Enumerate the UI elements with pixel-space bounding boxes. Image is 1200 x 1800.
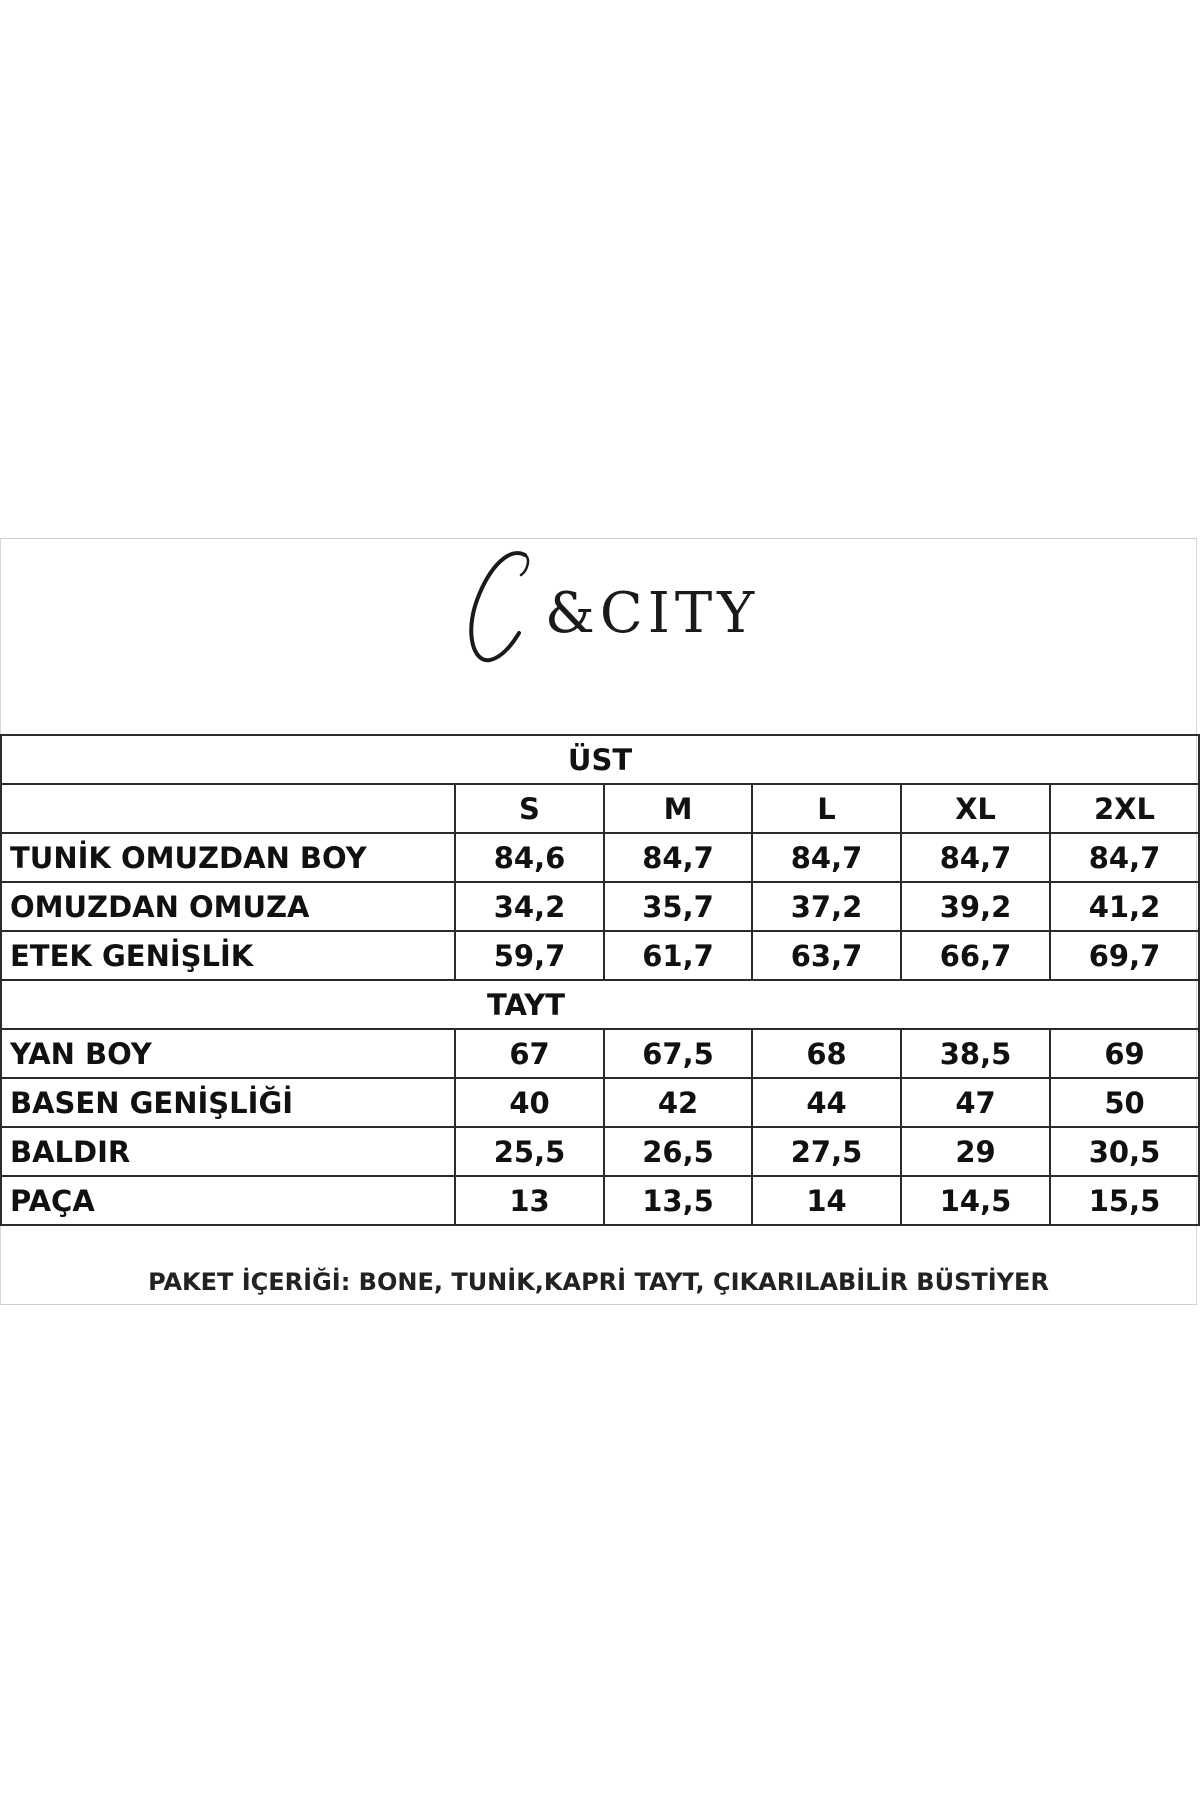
table-cell: 29	[901, 1127, 1050, 1176]
row-label: TUNİK OMUZDAN BOY	[1, 833, 455, 882]
size-header-s: S	[455, 784, 604, 833]
section-empty-cell	[1050, 980, 1199, 1029]
table-cell: 13,5	[604, 1176, 752, 1225]
table-cell: 13	[455, 1176, 604, 1225]
brand-logo-swash	[455, 545, 545, 675]
table-row	[1, 931, 1199, 980]
table-row	[1, 833, 1199, 882]
size-header-2xl: 2XL	[1050, 784, 1199, 833]
package-contents-note: PAKET İÇERİĞİ: BONE, TUNİK,KAPRİ TAYT, ÇIKARILABİLİR BÜSTİYER	[148, 1268, 1049, 1296]
table-row	[1, 1176, 1199, 1225]
size-header-m: M	[604, 784, 752, 833]
table-cell: 26,5	[604, 1127, 752, 1176]
table-cell: 14	[752, 1176, 901, 1225]
table-cell: 40	[455, 1078, 604, 1127]
table-cell: 84,7	[1050, 833, 1199, 882]
size-table	[0, 734, 1200, 1226]
table-row	[1, 1127, 1199, 1176]
table-cell: 67,5	[604, 1029, 752, 1078]
header-empty-cell	[1, 784, 455, 833]
table-cell: 69	[1050, 1029, 1199, 1078]
table-cell: 67	[455, 1029, 604, 1078]
section-row-top	[1, 735, 1199, 784]
table-cell: 84,7	[901, 833, 1050, 882]
section-title-top: ÜST	[1, 735, 1199, 784]
table-cell: 27,5	[752, 1127, 901, 1176]
table-cell: 44	[752, 1078, 901, 1127]
row-label: BALDIR	[1, 1127, 455, 1176]
table-cell: 25,5	[455, 1127, 604, 1176]
table-cell: 47	[901, 1078, 1050, 1127]
row-label: YAN BOY	[1, 1029, 455, 1078]
table-cell: 61,7	[604, 931, 752, 980]
section-row-bottom	[1, 980, 1199, 1029]
size-header-l: L	[752, 784, 901, 833]
table-cell: 59,7	[455, 931, 604, 980]
row-label: BASEN GENİŞLİĞİ	[1, 1078, 455, 1127]
table-cell: 69,7	[1050, 931, 1199, 980]
table-cell: 84,7	[604, 833, 752, 882]
table-cell: 14,5	[901, 1176, 1050, 1225]
table-row	[1, 1078, 1199, 1127]
row-label: ETEK GENİŞLİK	[1, 931, 455, 980]
table-cell: 84,7	[752, 833, 901, 882]
table-cell: 50	[1050, 1078, 1199, 1127]
table-cell: 35,7	[604, 882, 752, 931]
table-cell: 37,2	[752, 882, 901, 931]
table-row	[1, 882, 1199, 931]
table-cell: 15,5	[1050, 1176, 1199, 1225]
table-cell: 38,5	[901, 1029, 1050, 1078]
size-header-row	[1, 784, 1199, 833]
section-title-bottom: TAYT	[1, 980, 1050, 1029]
table-cell: 39,2	[901, 882, 1050, 931]
table-cell: 41,2	[1050, 882, 1199, 931]
table-cell: 34,2	[455, 882, 604, 931]
table-cell: 84,6	[455, 833, 604, 882]
table-cell: 42	[604, 1078, 752, 1127]
table-cell: 66,7	[901, 931, 1050, 980]
table-cell: 63,7	[752, 931, 901, 980]
row-label: OMUZDAN OMUZA	[1, 882, 455, 931]
brand-wordmark: &CITY	[545, 581, 760, 646]
table-cell: 68	[752, 1029, 901, 1078]
size-header-xl: XL	[901, 784, 1050, 833]
row-label: PAÇA	[1, 1176, 455, 1225]
brand-logo	[455, 545, 760, 675]
table-row	[1, 1029, 1199, 1078]
table-cell: 30,5	[1050, 1127, 1199, 1176]
